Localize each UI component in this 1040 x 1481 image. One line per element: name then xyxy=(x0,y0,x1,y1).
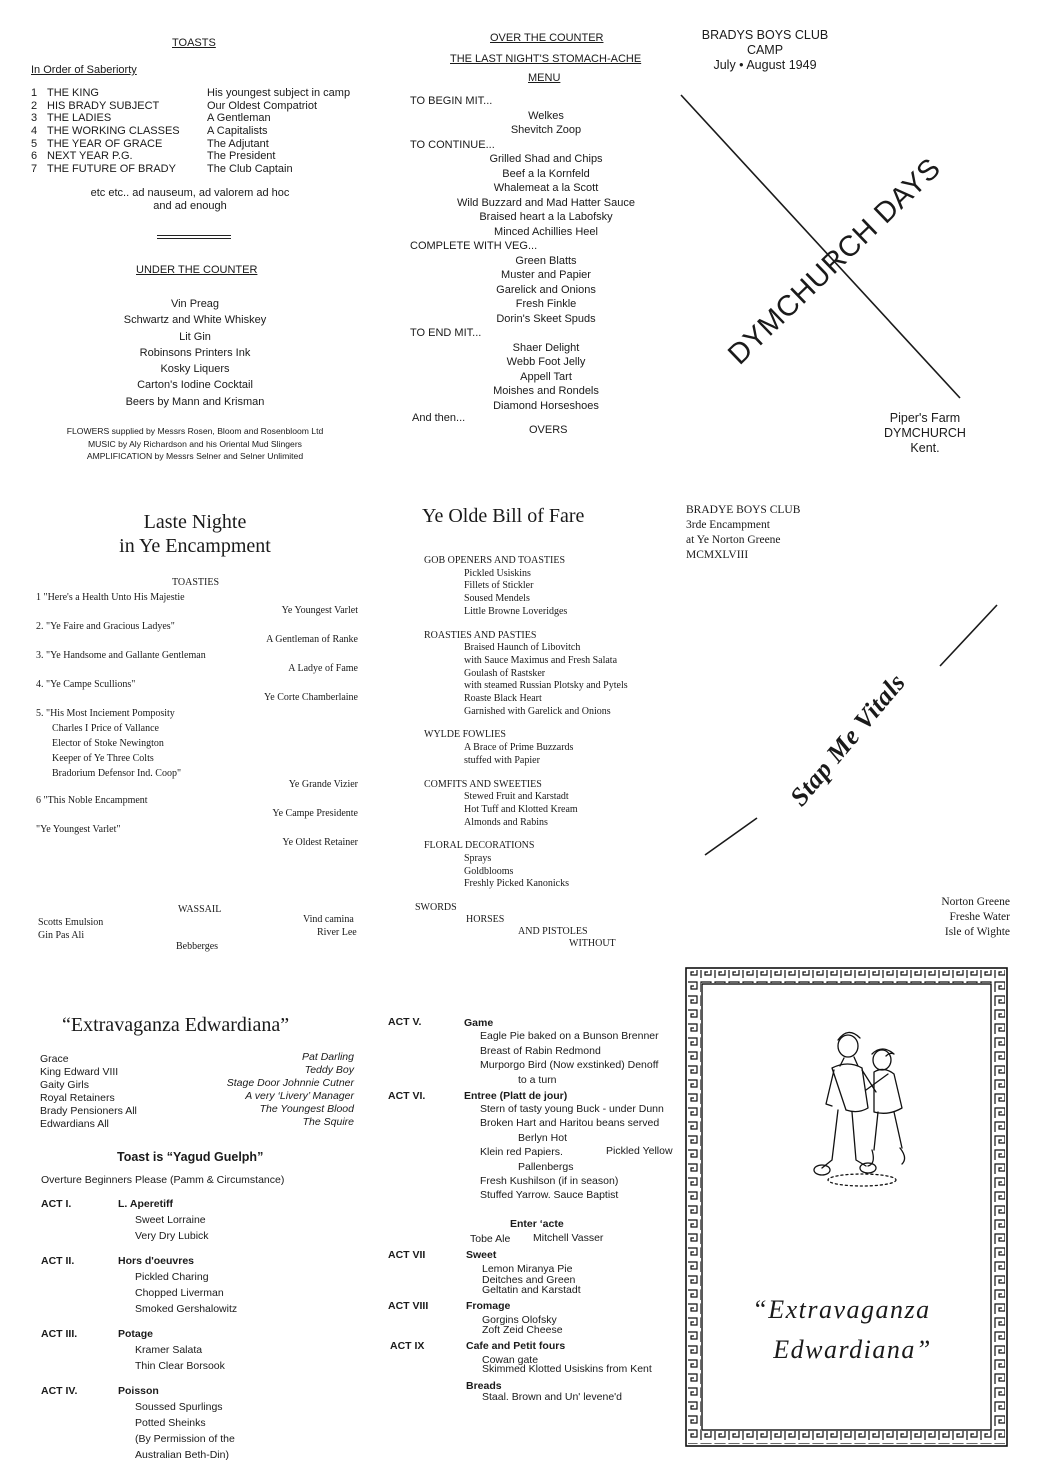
toast-row: 4 THE WORKING CLASSES A Capitalists xyxy=(31,125,268,138)
toast-responder: A Ladye of Fame xyxy=(288,663,358,674)
toast-row: 3 THE LADIES A Gentleman xyxy=(31,112,271,125)
wassail-river: River Lee xyxy=(317,927,357,938)
toast-line: Charles I Price of Vallance xyxy=(52,723,159,734)
fare-section-heading: WYLDE FOWLIES xyxy=(424,729,506,741)
cast-actor: The Squire xyxy=(302,1116,354,1128)
fare-section-heading: GOB OPENERS AND TOASTIES xyxy=(424,555,566,566)
toast-yagud-guelph: Toast is “Yagud Guelph” xyxy=(117,1150,264,1164)
extravaganza-title: “Extravaganza Edwardiana” xyxy=(62,1014,290,1036)
menu-item: Broken Hart and Haritou beans served xyxy=(480,1117,660,1129)
fare-item: Soused Mendels xyxy=(464,593,530,605)
menu-item: Deitches and Green xyxy=(482,1274,576,1286)
act-item: Potted Sheinks xyxy=(135,1417,206,1429)
overture-line: Overture Beginners Please (Pamm & Circumstance) xyxy=(41,1174,285,1186)
edwardian-couple-illustration xyxy=(802,1030,922,1200)
act-item: Smoked Gershalowitz xyxy=(135,1303,238,1315)
toast-line: 4. "Ye Campe Scullions" xyxy=(36,679,136,690)
entree-heading: Entree (Platt de jour) xyxy=(464,1090,568,1102)
cast-actor: Pat Darling xyxy=(302,1051,354,1063)
act-item: Very Dry Lubick xyxy=(135,1230,209,1242)
menu-item: Wild Buzzard and Mad Hatter Sauce xyxy=(457,196,635,209)
menu-item: Minced Achillies Heel xyxy=(494,225,598,238)
menu-item: Garelick and Onions xyxy=(496,283,596,296)
menu-item: Lemon Miranya Pie xyxy=(482,1263,573,1275)
fare-item: stuffed with Papier xyxy=(464,754,540,766)
toasts-subtitle: In Order of Saberiorty xyxy=(31,64,137,76)
menu-item: Breast of Rabin Redmond xyxy=(480,1045,601,1057)
toast-line: Elector of Stoke Newington xyxy=(52,738,164,749)
act-label: ACT III. xyxy=(41,1328,78,1340)
fare-item: Fillets of Stickler xyxy=(464,580,534,592)
and-then: And then... xyxy=(412,412,466,424)
toasties-label: TOASTIES xyxy=(172,577,220,588)
menu-header-menu: MENU xyxy=(528,72,561,84)
fare-section-heading: COMFITS AND SWEETIES xyxy=(424,778,542,790)
menu-item: Stern of tasty young Buck - under Dunn xyxy=(480,1103,664,1115)
menu-item: Muster and Papier xyxy=(501,269,591,281)
toast-line: Keeper of Ye Three Colts xyxy=(52,753,154,764)
fare-item: Goulash of Rastsker xyxy=(464,667,546,679)
sweet-heading: Sweet xyxy=(466,1249,497,1261)
cast-actor: Stage Door Johnnie Cutner xyxy=(226,1077,354,1089)
toast-responder: A Gentleman of Ranke xyxy=(266,634,358,645)
fare-item: Garnished with Garelick and Onions xyxy=(464,705,611,717)
act-label: ACT I. xyxy=(41,1198,72,1210)
toasts-title: TOASTS xyxy=(172,37,216,49)
menu-item: Pickled Yellow xyxy=(606,1145,673,1157)
menu-section-heading: COMPLETE WITH VEG... xyxy=(410,240,538,252)
cast-actor: The Youngest Blood xyxy=(259,1103,354,1115)
toast-row: 2 HIS BRADY SUBJECT Our Oldest Compatriot xyxy=(31,99,318,112)
menu-item: to a turn xyxy=(518,1074,557,1086)
without: WITHOUT xyxy=(569,938,616,949)
menu-item: Appell Tart xyxy=(520,370,572,383)
cast-actor: A very ‘Livery’ Manager xyxy=(245,1090,354,1102)
toast-row: 7 THE FUTURE OF BRADY The Club Captain xyxy=(31,163,293,176)
game-heading: Game xyxy=(464,1017,494,1029)
act-vi-label: ACT VI. xyxy=(388,1090,426,1102)
toast-responder: Ye Youngest Varlet xyxy=(281,605,358,616)
menu-section-heading: TO CONTINUE... xyxy=(410,138,495,151)
menu-item: Diamond Horseshoes xyxy=(493,399,599,412)
toast-line: 5. "His Most Inciement Pomposity xyxy=(36,708,175,719)
menu-item: Whalemeat a la Scott xyxy=(493,182,599,194)
menu-item: Welkes xyxy=(528,109,564,122)
toast-line: 1 "Here's a Health Unto His Majestie xyxy=(36,592,185,603)
menu-item: Fresh Kushilson (if in season) xyxy=(480,1175,619,1187)
horses: HORSES xyxy=(466,914,505,925)
wassail-vind: Vind camina xyxy=(303,914,354,925)
camp-1949-heading: BRADYS BOYS CLUB CAMP July • August 1949 xyxy=(701,28,829,72)
act-item: Australian Beth-Din) xyxy=(135,1449,229,1461)
cast-role: Grace xyxy=(40,1053,69,1065)
fare-item: A Brace of Prime Buzzards xyxy=(464,742,574,754)
fare-item: Roaste Black Heart xyxy=(464,693,542,705)
menu-item: Fresh Finkle xyxy=(515,298,577,310)
menu-item: Murporgo Bird (Now exstinked) Denoff xyxy=(480,1059,659,1071)
toast-responder: Ye Campe Presidente xyxy=(272,808,358,819)
menu-item: Eagle Pie baked on a Bunson Brenner xyxy=(480,1030,659,1042)
menu-item: Shevitch Zoop xyxy=(510,124,582,136)
and-pistoles: AND PISTOLES xyxy=(518,926,588,937)
credits: FLOWERS supplied by Messrs Rosen, Bloom and Rosenbloom Ltd MUSIC by Aly Richardson and his Oriental Mud Slingers AMPLIFICATION by Messrs Selner and Selner Unlimited xyxy=(66,426,324,461)
fare-item: Freshly Picked Kanonicks xyxy=(464,878,569,890)
poster-title: “Extravaganza Edwardiana” xyxy=(752,1295,932,1364)
fare-section-heading: ROASTIES AND PASTIES xyxy=(424,629,537,641)
fare-item: Little Browne Loveridges xyxy=(464,605,568,617)
cafe-heading: Cafe and Petit fours xyxy=(466,1340,566,1352)
act-vii-label: ACT VII xyxy=(388,1249,426,1261)
menu-item: Staal. Brown and Un' levene'd xyxy=(482,1391,623,1403)
toast-row: 1 THE KING His youngest subject in camp xyxy=(31,87,351,99)
menu-item: Mitchell Vasser xyxy=(533,1232,604,1244)
cast-role: Royal Retainers xyxy=(40,1092,115,1104)
fare-item: Braised Haunch of Libovitch xyxy=(464,642,581,654)
wassail-bebberges: Bebberges xyxy=(176,941,219,952)
menu-item: Green Blatts xyxy=(515,254,577,267)
bradye-heading: BRADYE BOYS CLUB 3rde Encampment at Ye Norton Greene MCMXLVIII xyxy=(686,504,801,561)
menu-section-heading: TO END MIT... xyxy=(410,327,482,339)
cast-actor: Teddy Boy xyxy=(304,1064,354,1076)
fare-item: Goldblooms xyxy=(464,865,514,877)
menu-item: Moishes and Rondels xyxy=(493,385,599,397)
laste-nighte-title: Laste Nighte in Ye Encampment xyxy=(119,511,271,557)
menu-item: Webb Foot Jelly xyxy=(506,356,586,368)
menu-item: Shaer Delight xyxy=(512,341,580,354)
under-counter-list: Vin Preag Schwartz and White Whiskey Lit Gin Robinsons Printers Ink Kosky Liquers Carton's Iodine Cocktail Beers by Mann and Krisman xyxy=(123,298,267,408)
wassail-scotts: Scotts Emulsion xyxy=(38,917,104,928)
act-item: Sweet Lorraine xyxy=(135,1214,206,1226)
fare-item: Hot Tuff and Klotted Kream xyxy=(464,803,578,815)
cast-role: Edwardians All xyxy=(40,1118,109,1130)
cast-role: Gaity Girls xyxy=(40,1079,90,1091)
fare-item: with steamed Russian Plotsky and Pytels xyxy=(464,680,628,692)
menu-header-over-counter: OVER THE COUNTER xyxy=(490,32,604,44)
menu-item: Dorin's Skeet Spuds xyxy=(496,312,596,325)
breads-heading: Breads xyxy=(466,1380,502,1392)
toast-responder: Ye Grande Vizier xyxy=(288,779,358,790)
toasts-etc: etc etc.. ad nauseum, ad valorem ad hoc and ad enough xyxy=(90,187,290,212)
act-ix-label: ACT IX xyxy=(390,1340,425,1352)
menu-item: Beef a la Kornfeld xyxy=(502,167,590,180)
toast-row: 5 THE YEAR OF GRACE The Adjutant xyxy=(31,137,269,150)
menu-item: Zoft Zeid Cheese xyxy=(482,1324,563,1336)
fromage-heading: Fromage xyxy=(466,1300,511,1312)
menu-item: Grilled Shad and Chips xyxy=(489,153,603,165)
menu-item: Skimmed Klotted Usiskins from Kent xyxy=(482,1363,652,1375)
act-viii-label: ACT VIII xyxy=(388,1300,429,1312)
toast-line: 6 "This Noble Encampment xyxy=(36,795,148,806)
toast-line: 3. "Ye Handsome and Gallante Gentleman xyxy=(36,650,206,661)
fare-item: Pickled Usiskins xyxy=(464,567,531,579)
menu-header-stomach-ache: THE LAST NIGHT'S STOMACH-ACHE xyxy=(450,53,642,65)
toast-responder: Ye Oldest Retainer xyxy=(282,837,358,848)
wassail-gin: Gin Pas Ali xyxy=(38,930,85,941)
dymchurch-address: Piper's Farm DYMCHURCH Kent. xyxy=(884,411,966,455)
act-heading: L. Aperetiff xyxy=(118,1198,174,1210)
bill-of-fare-title: Ye Olde Bill of Fare xyxy=(422,505,585,527)
act-item: Pickled Charing xyxy=(135,1271,209,1283)
menu-item: Cowan gate xyxy=(482,1354,539,1366)
wassail-label: WASSAIL xyxy=(178,904,222,915)
menu-item: Klein red Papiers. xyxy=(480,1146,563,1158)
menu-item: Braised heart a la Labofsky xyxy=(479,211,613,223)
swords: SWORDS xyxy=(415,902,457,913)
stap-me-vitals-title: Stap Me Vitals xyxy=(784,667,912,812)
menu-item: Berlyn Hot xyxy=(518,1132,568,1144)
fare-item: Sprays xyxy=(464,853,492,865)
menu-item: Geltatin and Karstadt xyxy=(482,1284,581,1296)
fare-item: Stewed Fruit and Karstadt xyxy=(464,791,569,803)
menu-item: Stuffed Yarrow. Sauce Baptist xyxy=(480,1189,619,1201)
act-item: Soussed Spurlings xyxy=(135,1401,223,1413)
act-label: ACT II. xyxy=(41,1255,75,1267)
toast-line: "Ye Youngest Varlet" xyxy=(36,824,121,835)
act-item: Chopped Liverman xyxy=(135,1287,224,1299)
fare-item: with Sauce Maximus and Fresh Salata xyxy=(464,654,618,666)
act-label: ACT IV. xyxy=(41,1385,78,1397)
toast-line: Bradorium Defensor Ind. Coop" xyxy=(52,768,182,779)
menu-item: Tobe Ale xyxy=(470,1233,511,1245)
act-heading: Hors d'oeuvres xyxy=(118,1255,195,1267)
fare-item: Almonds and Rabins xyxy=(464,816,548,828)
menu-section-heading: TO BEGIN MIT... xyxy=(410,95,493,107)
toast-row: 6 NEXT YEAR P.G. The President xyxy=(31,150,276,163)
dymchurch-days-title: DYMCHURCH DAYS xyxy=(722,152,948,372)
enter-acte: Enter ‘acte xyxy=(510,1218,564,1230)
act-item: Thin Clear Borsook xyxy=(135,1360,225,1372)
norton-greene-address: Norton Greene Freshe Water Isle of Wighte xyxy=(941,896,1010,938)
menu-item: Gorgins Olofsky xyxy=(482,1314,557,1326)
act-heading: Potage xyxy=(118,1328,154,1340)
act-v-label: ACT V. xyxy=(388,1016,422,1028)
menu-item: Pallenbergs xyxy=(518,1161,574,1173)
under-counter-title: UNDER THE COUNTER xyxy=(136,264,258,276)
act-item: (By Permission of the xyxy=(135,1433,235,1445)
cast-role: King Edward VIII xyxy=(40,1066,119,1078)
toast-responder: Ye Corte Chamberlaine xyxy=(264,692,358,703)
act-heading: Poisson xyxy=(118,1385,159,1397)
fare-section-heading: FLORAL DECORATIONS xyxy=(424,840,535,852)
overs: OVERS xyxy=(529,424,568,436)
act-item: Kramer Salata xyxy=(135,1344,203,1356)
cast-role: Brady Pensioners All xyxy=(40,1105,137,1117)
toast-line: 2. "Ye Faire and Gracious Ladyes" xyxy=(36,621,175,632)
